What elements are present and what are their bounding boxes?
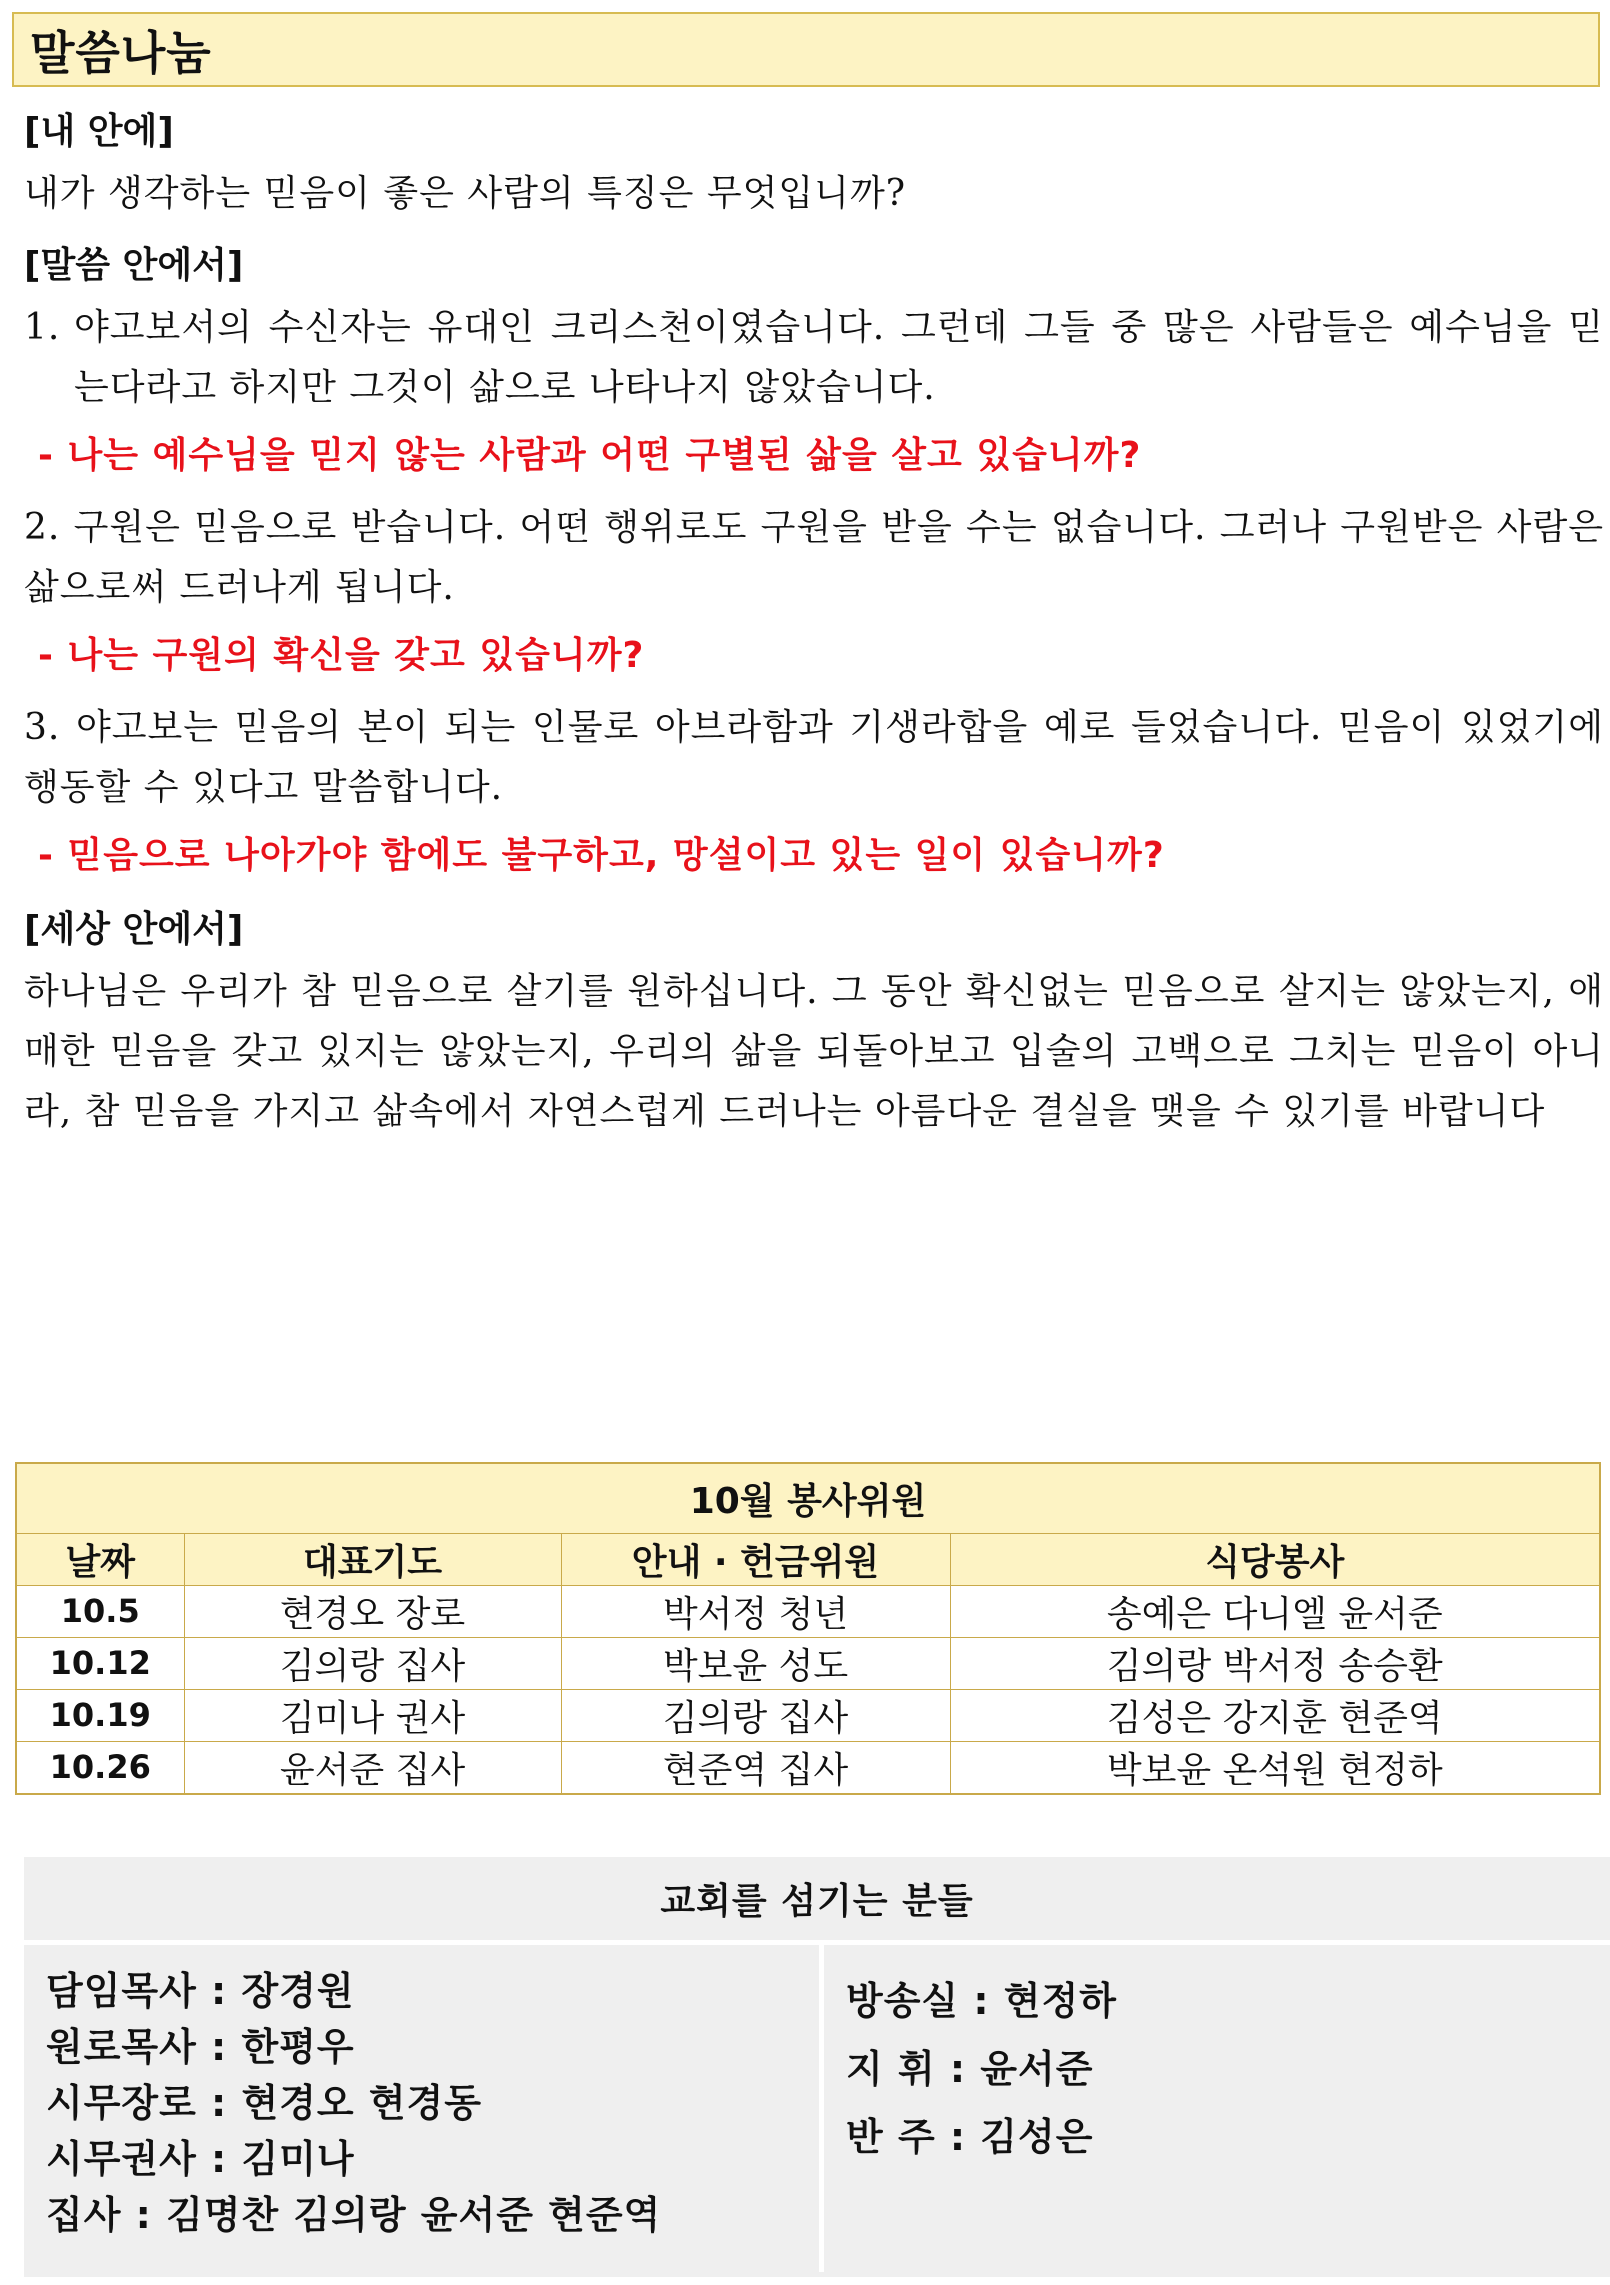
server-line: 원로목사 : 한평우	[46, 2025, 355, 2069]
header-date: 날짜	[16, 1533, 184, 1585]
heading-in-me: [내 안에]	[24, 111, 174, 152]
row-prayer: 김미나 권사	[184, 1689, 561, 1741]
row-usher: 김의랑 집사	[561, 1689, 950, 1741]
row-date: 10.5	[16, 1585, 184, 1637]
question-2: - 나는 구원의 확신을 갖고 있습니까?	[38, 635, 645, 676]
row-prayer: 김의랑 집사	[184, 1637, 561, 1689]
question-1: - 나는 예수님을 믿지 않는 사람과 어떤 구별된 삶을 살고 있습니까?	[38, 435, 1142, 476]
service-table-header	[16, 1533, 1600, 1585]
service-volunteers-table	[15, 1462, 1601, 1795]
row-usher: 박서정 청년	[561, 1585, 950, 1637]
server-line: 반 주 : 김성은	[846, 2115, 1094, 2159]
row-kitchen: 송예은 다니엘 윤서준	[950, 1585, 1600, 1637]
word-item-1-text: 야고보서의 수신자는 유대인 크리스천이였습니다. 그런데 그들 중 많은 사람들은 예수님을 믿는다라고 하지만 그것이 삶으로 나타나지 않았습니다.	[74, 307, 1604, 408]
row-usher: 현준역 집사	[561, 1741, 950, 1794]
header-usher-offering: 안내 · 헌금위원	[561, 1533, 950, 1585]
sermon-sharing-body	[24, 100, 1604, 1142]
word-item-3-text: 3. 야고보는 믿음의 본이 되는 인물로 아브라함과 기생라합을 예로 들었습니다. 믿음이 있었기에 행동할 수 있다고 말씀합니다.	[24, 707, 1604, 808]
servers-right-column	[824, 1945, 1610, 2272]
table-row	[16, 1637, 1600, 1689]
header-prayer: 대표기도	[184, 1533, 561, 1585]
word-item-1	[24, 298, 1604, 418]
servers-left-column	[24, 1945, 824, 2272]
server-line: 방송실 : 현정하	[846, 1979, 1117, 2023]
heading-in-word: [말씀 안에서]	[24, 245, 244, 286]
server-line: 시무권사 : 김미나	[46, 2137, 355, 2181]
header-kitchen: 식당봉사	[950, 1533, 1600, 1585]
row-kitchen: 김의랑 박서정 송승환	[950, 1637, 1600, 1689]
server-line: 지 휘 : 윤서준	[846, 2047, 1094, 2091]
page-title: 말씀나눔	[30, 25, 212, 80]
row-kitchen: 김성은 강지훈 현준역	[950, 1689, 1600, 1741]
heading-in-world: [세상 안에서]	[24, 909, 244, 950]
row-kitchen: 박보윤 온석원 현정하	[950, 1741, 1600, 1794]
church-servers-box	[24, 1857, 1610, 2277]
row-usher: 박보윤 성도	[561, 1637, 950, 1689]
word-item-2-text: 2. 구원은 믿음으로 받습니다. 어떤 행위로도 구원을 받을 수는 없습니다. 그러나 구원받은 사람은 삶으로써 드러나게 됩니다.	[24, 507, 1604, 608]
service-table-caption: 10월 봉사위원	[16, 1463, 1600, 1533]
server-line: 시무장로 : 현경오 현경동	[46, 2081, 482, 2125]
title-bar	[12, 12, 1600, 87]
word-item-1-number: 1.	[24, 307, 61, 348]
server-line: 집사 : 김명찬 김의랑 윤서준 현준역	[46, 2193, 662, 2237]
row-prayer: 현경오 장로	[184, 1585, 561, 1637]
table-row	[16, 1689, 1600, 1741]
server-line: 담임목사 : 장경원	[46, 1969, 355, 2013]
in-world-text: 하나님은 우리가 참 믿음으로 살기를 원하십니다. 그 동안 확신없는 믿음으로 살지는 않았는지, 애매한 믿음을 갖고 있지는 않았는지, 우리의 삶을 되돌아보고 입술의 고백으로 그치는 믿음이 아니라, 참 믿음을 가지고 삶속에서 자연스럽게 드러나는 아름다운 결실을 맺을 수 있기를 바랍니다	[24, 971, 1604, 1132]
table-row	[16, 1741, 1600, 1794]
table-row	[16, 1585, 1600, 1637]
row-prayer: 윤서준 집사	[184, 1741, 561, 1794]
church-servers-heading: 교회를 섬기는 분들	[24, 1857, 1610, 1945]
row-date: 10.12	[16, 1637, 184, 1689]
question-3: - 믿음으로 나아가야 함에도 불구하고, 망설이고 있는 일이 있습니까?	[38, 835, 1165, 876]
in-me-text: 내가 생각하는 믿음이 좋은 사람의 특징은 무엇입니까?	[24, 173, 907, 214]
row-date: 10.26	[16, 1741, 184, 1794]
row-date: 10.19	[16, 1689, 184, 1741]
